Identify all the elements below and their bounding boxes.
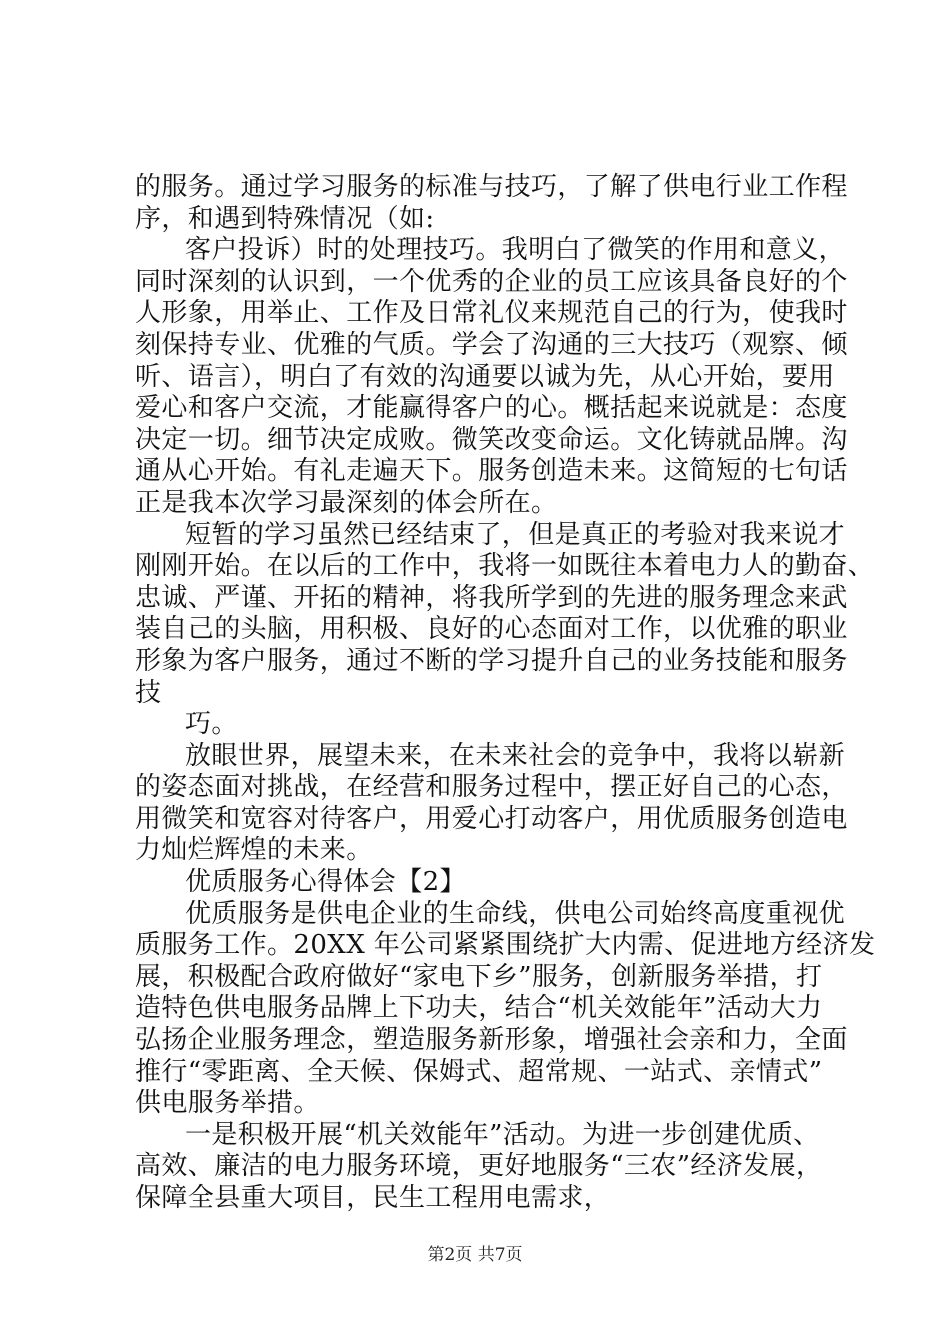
text-line: 刚刚开始。在以后的工作中，我将一如既往本着电力人的勤奋、 <box>135 551 875 582</box>
text-line: 形象为客户服务，通过不断的学习提升自己的业务技能和服务 <box>135 645 848 676</box>
text-line: 人形象，用举止、工作及日常礼仪来规范自己的行为，使我时 <box>135 298 848 329</box>
text-line: 放眼世界，展望未来，在未来社会的竞争中，我将以崭新 <box>185 740 846 771</box>
text-line: 展，积极配合政府做好“家电下乡”服务，创新服务举措，打 <box>135 961 823 992</box>
text-line: 客户投诉）时的处理技巧。我明白了微笑的作用和意义， <box>185 235 846 266</box>
text-line: 决定一切。细节决定成败。微笑改变命运。文化铸就品牌。沟 <box>135 424 848 455</box>
text-line: 用微笑和宽容对待客户，用爱心打动客户，用优质服务创造电 <box>135 803 848 834</box>
text-line: 保障全县重大项目，民生工程用电需求， <box>135 1183 611 1213</box>
text-line: 质服务工作。20XX 年公司紧紧围绕扩大内需、促进地方经济发 <box>135 930 876 961</box>
text-line: 推行“零距离、全天候、保姆式、超常规、一站式、亲情式” <box>135 1056 823 1087</box>
text-line: 忠诚、严谨、开拓的精神，将我所学到的先进的服务理念来武 <box>135 582 848 613</box>
text-line: 高效、廉洁的电力服务环境，更好地服务“三农”经济发展， <box>135 1151 823 1182</box>
text-line: 爱心和客户交流，才能赢得客户的心。概括起来说就是：态度 <box>135 393 848 424</box>
text-line: 巧。 <box>185 709 238 740</box>
text-line: 力灿烂辉煌的未来。 <box>135 835 373 866</box>
text-line: 通从心开始。有礼走遍天下。服务创造未来。这简短的七句话 <box>135 456 848 487</box>
text-line: 供电服务举措。 <box>135 1088 320 1119</box>
text-line: 装自己的头脑，用积极、良好的心态面对工作，以优雅的职业 <box>135 614 848 645</box>
text-line: 技 <box>135 677 162 708</box>
text-line: 同时深刻的认识到，一个优秀的企业的员工应该具备良好的个 <box>135 266 848 297</box>
text-line: 一是积极开展“机关效能年”活动。为进一步创建优质、 <box>185 1119 820 1150</box>
text-line: 优质服务是供电企业的生命线，供电公司始终高度重视优 <box>185 898 846 929</box>
text-line: 弘扬企业服务理念，塑造服务新形象，增强社会亲和力，全面 <box>135 1025 848 1056</box>
text-line: 的姿态面对挑战，在经营和服务过程中，摆正好自己的心态， <box>135 772 848 803</box>
text-line: 正是我本次学习最深刻的体会所在。 <box>135 487 558 518</box>
text-line: 优质服务心得体会【2】 <box>185 867 466 898</box>
text-line: 序，和遇到特殊情况（如: <box>135 203 435 234</box>
document-body <box>135 172 876 1215</box>
text-line: 刻保持专业、优雅的气质。学会了沟通的三大技巧（观察、倾 <box>135 329 848 360</box>
page-footer: 第2页 共7页 <box>427 1245 523 1265</box>
text-line: 短暂的学习虽然已经结束了，但是真正的考验对我来说才 <box>185 519 846 550</box>
text-line: 听、语言），明白了有效的沟通要以诚为先，从心开始，要用 <box>135 361 835 392</box>
text-line: 的服务。通过学习服务的标准与技巧，了解了供电行业工作程 <box>135 172 848 202</box>
text-line: 造特色供电服务品牌上下功夫，结合“机关效能年”活动大力 <box>135 993 823 1024</box>
